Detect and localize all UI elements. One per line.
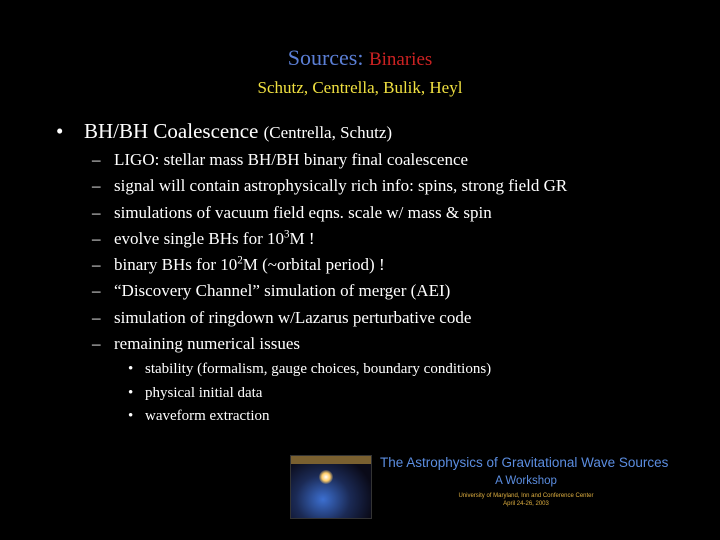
dash-marker: – bbox=[92, 281, 101, 301]
list-item-text-post: M (~orbital period) ! bbox=[242, 255, 385, 275]
dash-marker: – bbox=[92, 202, 101, 222]
list-item bbox=[92, 305, 567, 331]
main-bullet bbox=[56, 117, 392, 147]
workshop-venue: University of Maryland, Inn and Conference Center bbox=[458, 493, 594, 499]
dash-marker: – bbox=[92, 334, 101, 354]
list-item-text: LIGO: stellar mass BH/BH binary final coalescence bbox=[114, 150, 469, 169]
list-item-text: simulations of vacuum field eqns. scale w/ mass & spin bbox=[114, 202, 492, 222]
list-item-text: stability (formalism, gauge choices, boundary conditions) bbox=[145, 361, 492, 377]
list-item bbox=[92, 173, 567, 199]
list-item bbox=[92, 226, 567, 252]
list-item bbox=[92, 331, 567, 357]
sub-bullet-list bbox=[92, 147, 567, 357]
dash-marker: – bbox=[92, 255, 101, 275]
workshop-details bbox=[378, 492, 674, 508]
list-item bbox=[92, 200, 567, 226]
list-item-text: “Discovery Channel” simulation of merger (AEI) bbox=[114, 281, 451, 301]
list-item-text: simulation of ringdown w/Lazarus perturbative code bbox=[114, 307, 472, 327]
bullet-symbol: • bbox=[128, 361, 134, 377]
list-item-text: physical initial data bbox=[145, 384, 263, 401]
bullet-symbol: • bbox=[128, 408, 134, 424]
workshop-logo-image bbox=[290, 455, 372, 519]
dash-marker: – bbox=[92, 176, 101, 196]
dash-marker: – bbox=[92, 228, 101, 248]
list-item-text-post: M ! bbox=[289, 228, 315, 248]
list-item-text: remaining numerical issues bbox=[114, 334, 301, 354]
dash-marker: – bbox=[92, 150, 101, 169]
star-flare-icon bbox=[319, 470, 333, 484]
main-bullet-text: BH/BH Coalescence bbox=[84, 119, 259, 143]
list-item bbox=[92, 252, 567, 278]
list-item-text: waveform extraction bbox=[145, 408, 270, 424]
list-item-text: signal will contain astrophysically rich info: spins, strong field GR bbox=[114, 176, 568, 196]
sub-sub-bullet-list bbox=[128, 358, 491, 429]
list-item bbox=[92, 147, 567, 173]
superscript: 3 bbox=[283, 228, 290, 241]
title-part-sources: Sources: bbox=[287, 45, 364, 70]
slide-title bbox=[0, 44, 720, 74]
dash-marker: – bbox=[92, 307, 101, 327]
list-item-text-pre: binary BHs for 10 bbox=[114, 255, 238, 275]
list-item-text-pre: evolve single BHs for 10 bbox=[114, 228, 284, 248]
workshop-title: The Astrophysics of Gravitational Wave Sources bbox=[380, 455, 669, 470]
slide-subtitle: Schutz, Centrella, Bulik, Heyl bbox=[257, 78, 463, 97]
bullet-symbol: • bbox=[128, 384, 134, 401]
list-item bbox=[128, 405, 491, 429]
bullet-symbol: • bbox=[56, 119, 64, 143]
superscript: 2 bbox=[237, 254, 243, 267]
title-part-binaries: Binaries bbox=[368, 49, 433, 70]
workshop-subtitle: A Workshop bbox=[495, 475, 557, 487]
logo-band bbox=[291, 456, 371, 464]
list-item bbox=[128, 382, 491, 406]
main-bullet-paren: (Centrella, Schutz) bbox=[263, 123, 393, 142]
workshop-dates: April 24-26, 2003 bbox=[503, 501, 549, 507]
list-item bbox=[92, 278, 567, 304]
list-item bbox=[128, 358, 491, 382]
